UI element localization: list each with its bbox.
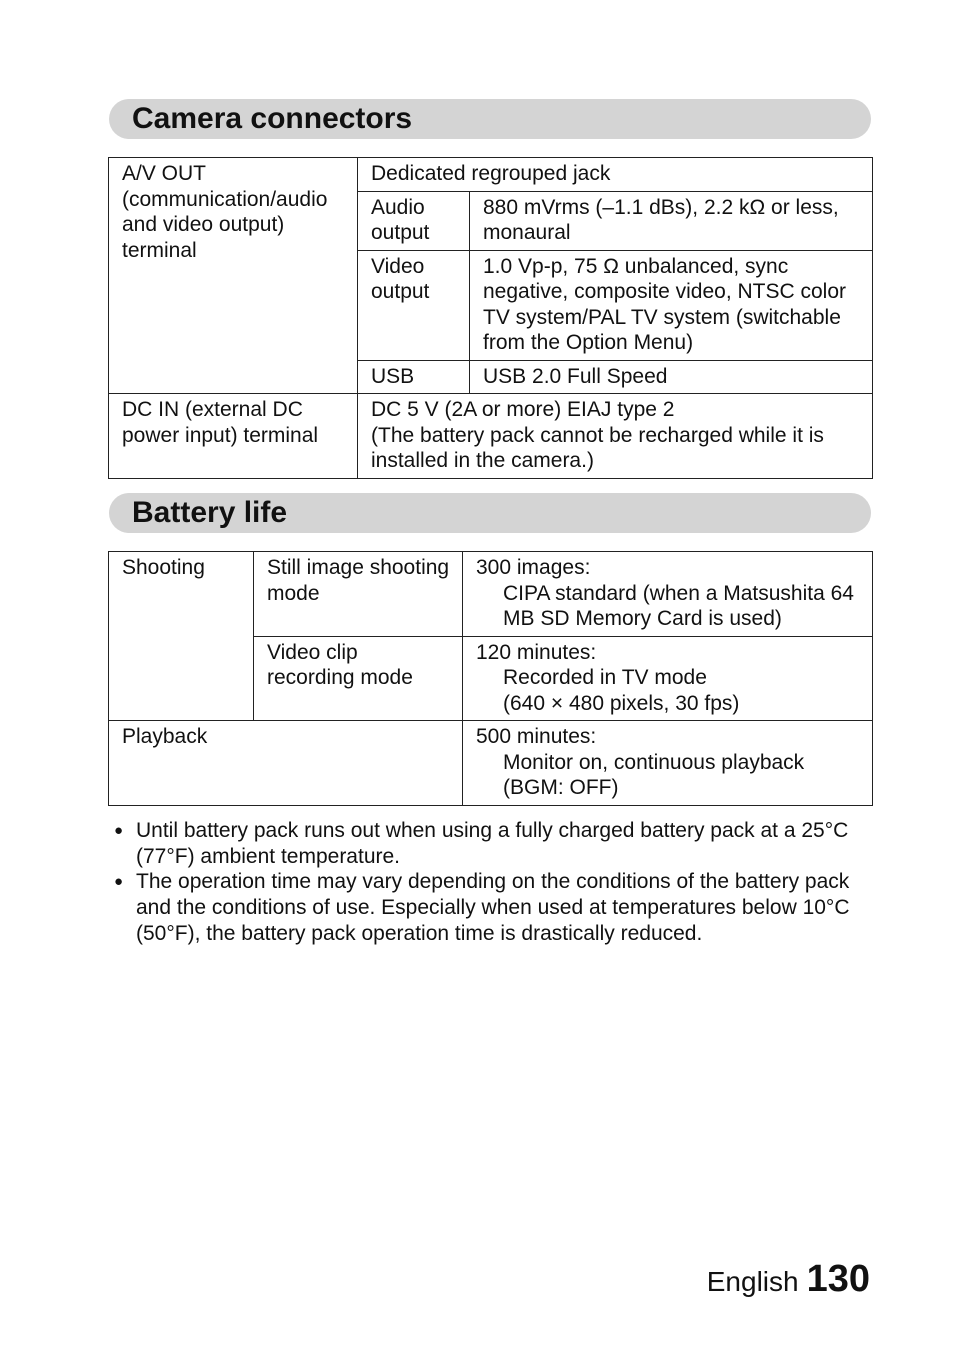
list-item xyxy=(114,818,874,869)
section-header-camera-connectors xyxy=(109,99,871,139)
playback-minutes: 500 minutes: xyxy=(476,725,597,748)
page-number: 130 xyxy=(806,1258,870,1300)
still-image-label: Still image shooting mode xyxy=(254,552,463,637)
playback-note: (BGM: OFF) xyxy=(503,776,619,799)
notes-list xyxy=(114,818,874,947)
table-row xyxy=(109,394,873,479)
bullet-icon: ● xyxy=(114,822,124,839)
shooting-label: Shooting xyxy=(109,552,254,721)
video-clip-note: Recorded in TV mode xyxy=(503,666,707,689)
battery-life-table xyxy=(108,551,873,806)
usb-label: USB xyxy=(358,360,470,394)
usb-value: USB 2.0 Full Speed xyxy=(470,360,873,394)
video-clip-value xyxy=(463,636,873,721)
page-footer xyxy=(707,1258,870,1301)
video-clip-note: (640 × 480 pixels, 30 fps) xyxy=(503,691,740,715)
video-clip-label: Video clip recording mode xyxy=(254,636,463,721)
table-row xyxy=(109,721,873,806)
playback-label: Playback xyxy=(109,721,463,806)
video-output-value: 1.0 Vp-p, 75 Ω unbalanced, sync negative, composite video, NTSC color TV system/PAL TV system (switchable from the Option Menu) xyxy=(470,250,873,360)
footer-language: English xyxy=(706,1266,799,1297)
still-image-value xyxy=(463,552,873,637)
list-item xyxy=(114,869,874,946)
dc-in-value-line: DC 5 V (2A or more) EIAJ type 2 xyxy=(371,398,675,421)
dc-in-label: DC IN (external DC power input) terminal xyxy=(109,394,358,479)
playback-value xyxy=(463,721,873,806)
note-text: Until battery pack runs out when using a fully charged battery pack at a 25°C (77°F) ambient temperature. xyxy=(136,819,849,868)
still-image-note: CIPA standard (when a Matsushita 64 MB SD Memory Card is used) xyxy=(503,581,854,630)
bullet-icon: ● xyxy=(114,873,124,891)
audio-output-label: Audio output xyxy=(358,191,470,250)
table-row xyxy=(109,158,873,192)
section-header-battery-life xyxy=(109,493,871,533)
table-row xyxy=(109,552,873,637)
camera-connectors-table xyxy=(108,157,873,479)
playback-note: Monitor on, continuous playback xyxy=(503,750,805,774)
note-text: The operation time may vary depending on the conditions of the battery pack and the conditions of use. Especially when used at temperatures below 10°C (50°F), the battery pack operation time is drastically reduced. xyxy=(136,870,850,945)
video-output-label: Video output xyxy=(358,250,470,360)
audio-output-value: 880 mVrms (–1.1 dBs), 2.2 kΩ or less, monaural xyxy=(470,191,873,250)
dc-in-value xyxy=(358,394,873,479)
section-title: Battery life xyxy=(132,496,288,529)
jack-value: Dedicated regrouped jack xyxy=(358,158,873,192)
av-out-label: A/V OUT (communication/audio and video output) terminal xyxy=(109,158,358,394)
still-image-count: 300 images: xyxy=(476,556,591,579)
video-clip-minutes: 120 minutes: xyxy=(476,640,597,664)
section-title: Camera connectors xyxy=(132,102,413,135)
dc-in-value-note: (The battery pack cannot be recharged while it is installed in the camera.) xyxy=(371,423,824,472)
